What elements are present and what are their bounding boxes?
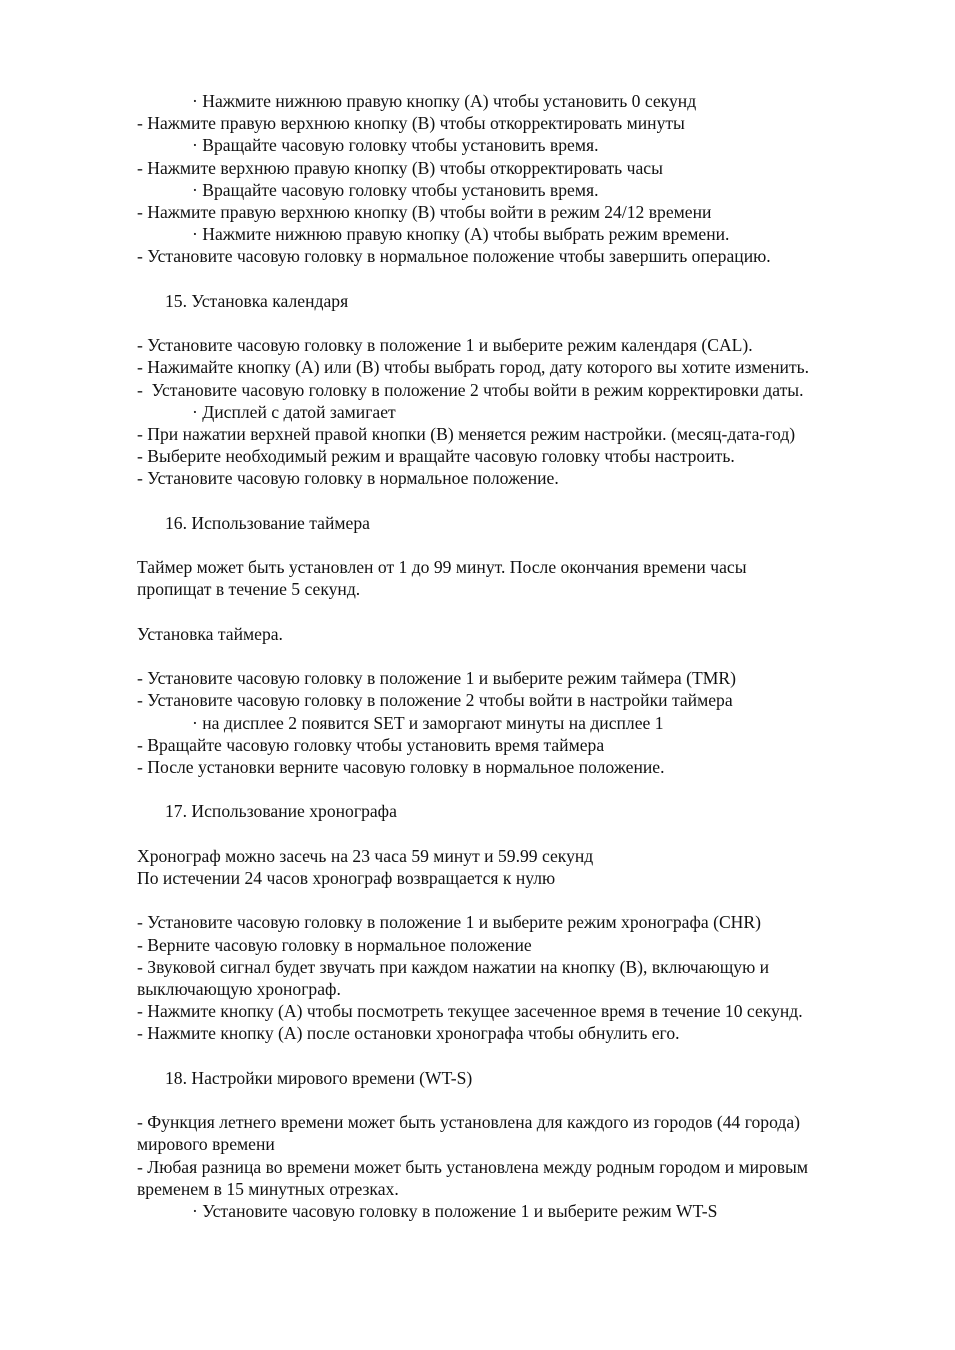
section-18-heading: 18. Настройки мирового времени (WT-S) [165,1067,473,1088]
intro-step-24-12-mode: - Нажмите правую верхнюю кнопку (В) чтобы войти в режим 24/12 времени [137,202,712,223]
s18-step-1-line-1: - Функция летнего времени может быть установлена для каждого из городов (44 города) [137,1112,801,1133]
s17-step-1: - Установите часовую головку в положение 1 и выберите режим хронографа (CHR) [137,912,761,933]
spacer [137,645,897,667]
s15-step-6: - Установите часовую головку в нормальное положение. [137,468,559,489]
spacer [137,889,897,911]
intro-step-select-time-mode: · Нажмите нижнюю правую кнопку (А) чтобы выбрать режим времени. [192,224,730,245]
spacer [137,601,897,623]
intro-step-adjust-minutes: - Нажмите правую верхнюю кнопку (В) чтобы откорректировать минуты [137,113,685,134]
s17-step-2: - Верните часовую головку в нормальное положение [137,934,532,955]
s17-step-4: - Нажмите кнопку (А) чтобы посмотреть текущее засеченное время в течение 10 секунд. [137,1001,803,1022]
s18-step-2-line-1: - Любая разница во времени может быть установлена между родным городом и мировым [137,1156,808,1177]
spacer [137,823,897,845]
s17-paragraph-1: Хронограф можно засечь на 23 часа 59 минут и 59.99 секунд [137,845,594,866]
s16-step-3: - Вращайте часовую головку чтобы установить время таймера [137,734,605,755]
s17-step-3-line-2: выключающую хронограф. [137,978,341,999]
spacer [137,534,897,556]
s15-step-2: - Нажимайте кнопку (А) или (В) чтобы выбрать город, дату которого вы хотите изменить. [137,357,810,378]
s15-step-1: - Установите часовую головку в положение 1 и выберите режим календаря (CAL). [137,335,753,356]
s16-paragraph-line-2: пропищат в течение 5 секунд. [137,579,361,600]
spacer [137,490,897,512]
s16-step-4: - После установки верните часовую головку в нормальное положение. [137,757,665,777]
s16-subtitle: Установка таймера. [137,623,283,644]
s18-step-2-line-2: временем в 15 минутных отрезках. [137,1178,399,1199]
s16-step-1: - Установите часовую головку в положение 1 и выберите режим таймера (TMR) [137,668,736,689]
spacer [137,1089,897,1111]
s18-step-1-line-2: мирового времени [137,1134,275,1155]
spacer [137,1045,897,1067]
s17-step-5: - Нажмите кнопку (А) после остановки хронографа чтобы обнулить его. [137,1023,680,1044]
spacer [137,268,897,290]
s15-step-3: - Установите часовую головку в положение 2 чтобы войти в режим корректировки даты. [137,379,804,400]
s16-step-2-note: · на дисплее 2 появится SET и заморгают минуты на дисплее 1 [192,712,664,733]
section-15-heading: 15. Установка календаря [165,290,349,311]
intro-step-rotate-crown: · Вращайте часовую головку чтобы установить время. [192,135,599,156]
s15-step-4: - При нажатии верхней правой кнопки (В) меняется режим настройки. (месяц-дата-год) [137,424,796,445]
intro-step-rotate-crown-2: · Вращайте часовую головку чтобы установить время. [192,179,599,200]
section-17-heading: 17. Использование хронографа [165,801,397,822]
spacer [137,778,897,800]
intro-step-reset-seconds: · Нажмите нижнюю правую кнопку (А) чтобы установить 0 секунд [192,91,697,111]
intro-step-adjust-hours: - Нажмите верхнюю правую кнопку (В) чтобы откорректировать часы [137,157,663,178]
section-16-heading: 16. Использование таймера [165,512,370,533]
document-body [137,90,897,1222]
s15-step-5: - Выберите необходимый режим и вращайте часовую головку чтобы настроить. [137,446,735,467]
spacer [137,312,897,334]
s18-step-2-note: · Установите часовую головку в положение 1 и выберите режим WT-S [192,1200,718,1221]
s16-paragraph-line-1: Таймер может быть установлен от 1 до 99 минут. После окончания времени часы [137,557,747,578]
s16-step-2: - Установите часовую головку в положение 2 чтобы войти в настройки таймера [137,690,733,711]
s17-step-3-line-1: - Звуковой сигнал будет звучать при каждом нажатии на кнопку (В), включающую и [137,956,770,977]
intro-step-finish: - Установите часовую головку в нормальное положение чтобы завершить операцию. [137,246,771,267]
s17-paragraph-2: По истечении 24 часов хронограф возвращается к нулю [137,867,556,888]
s15-step-3-note: · Дисплей с датой замигает [192,401,396,422]
